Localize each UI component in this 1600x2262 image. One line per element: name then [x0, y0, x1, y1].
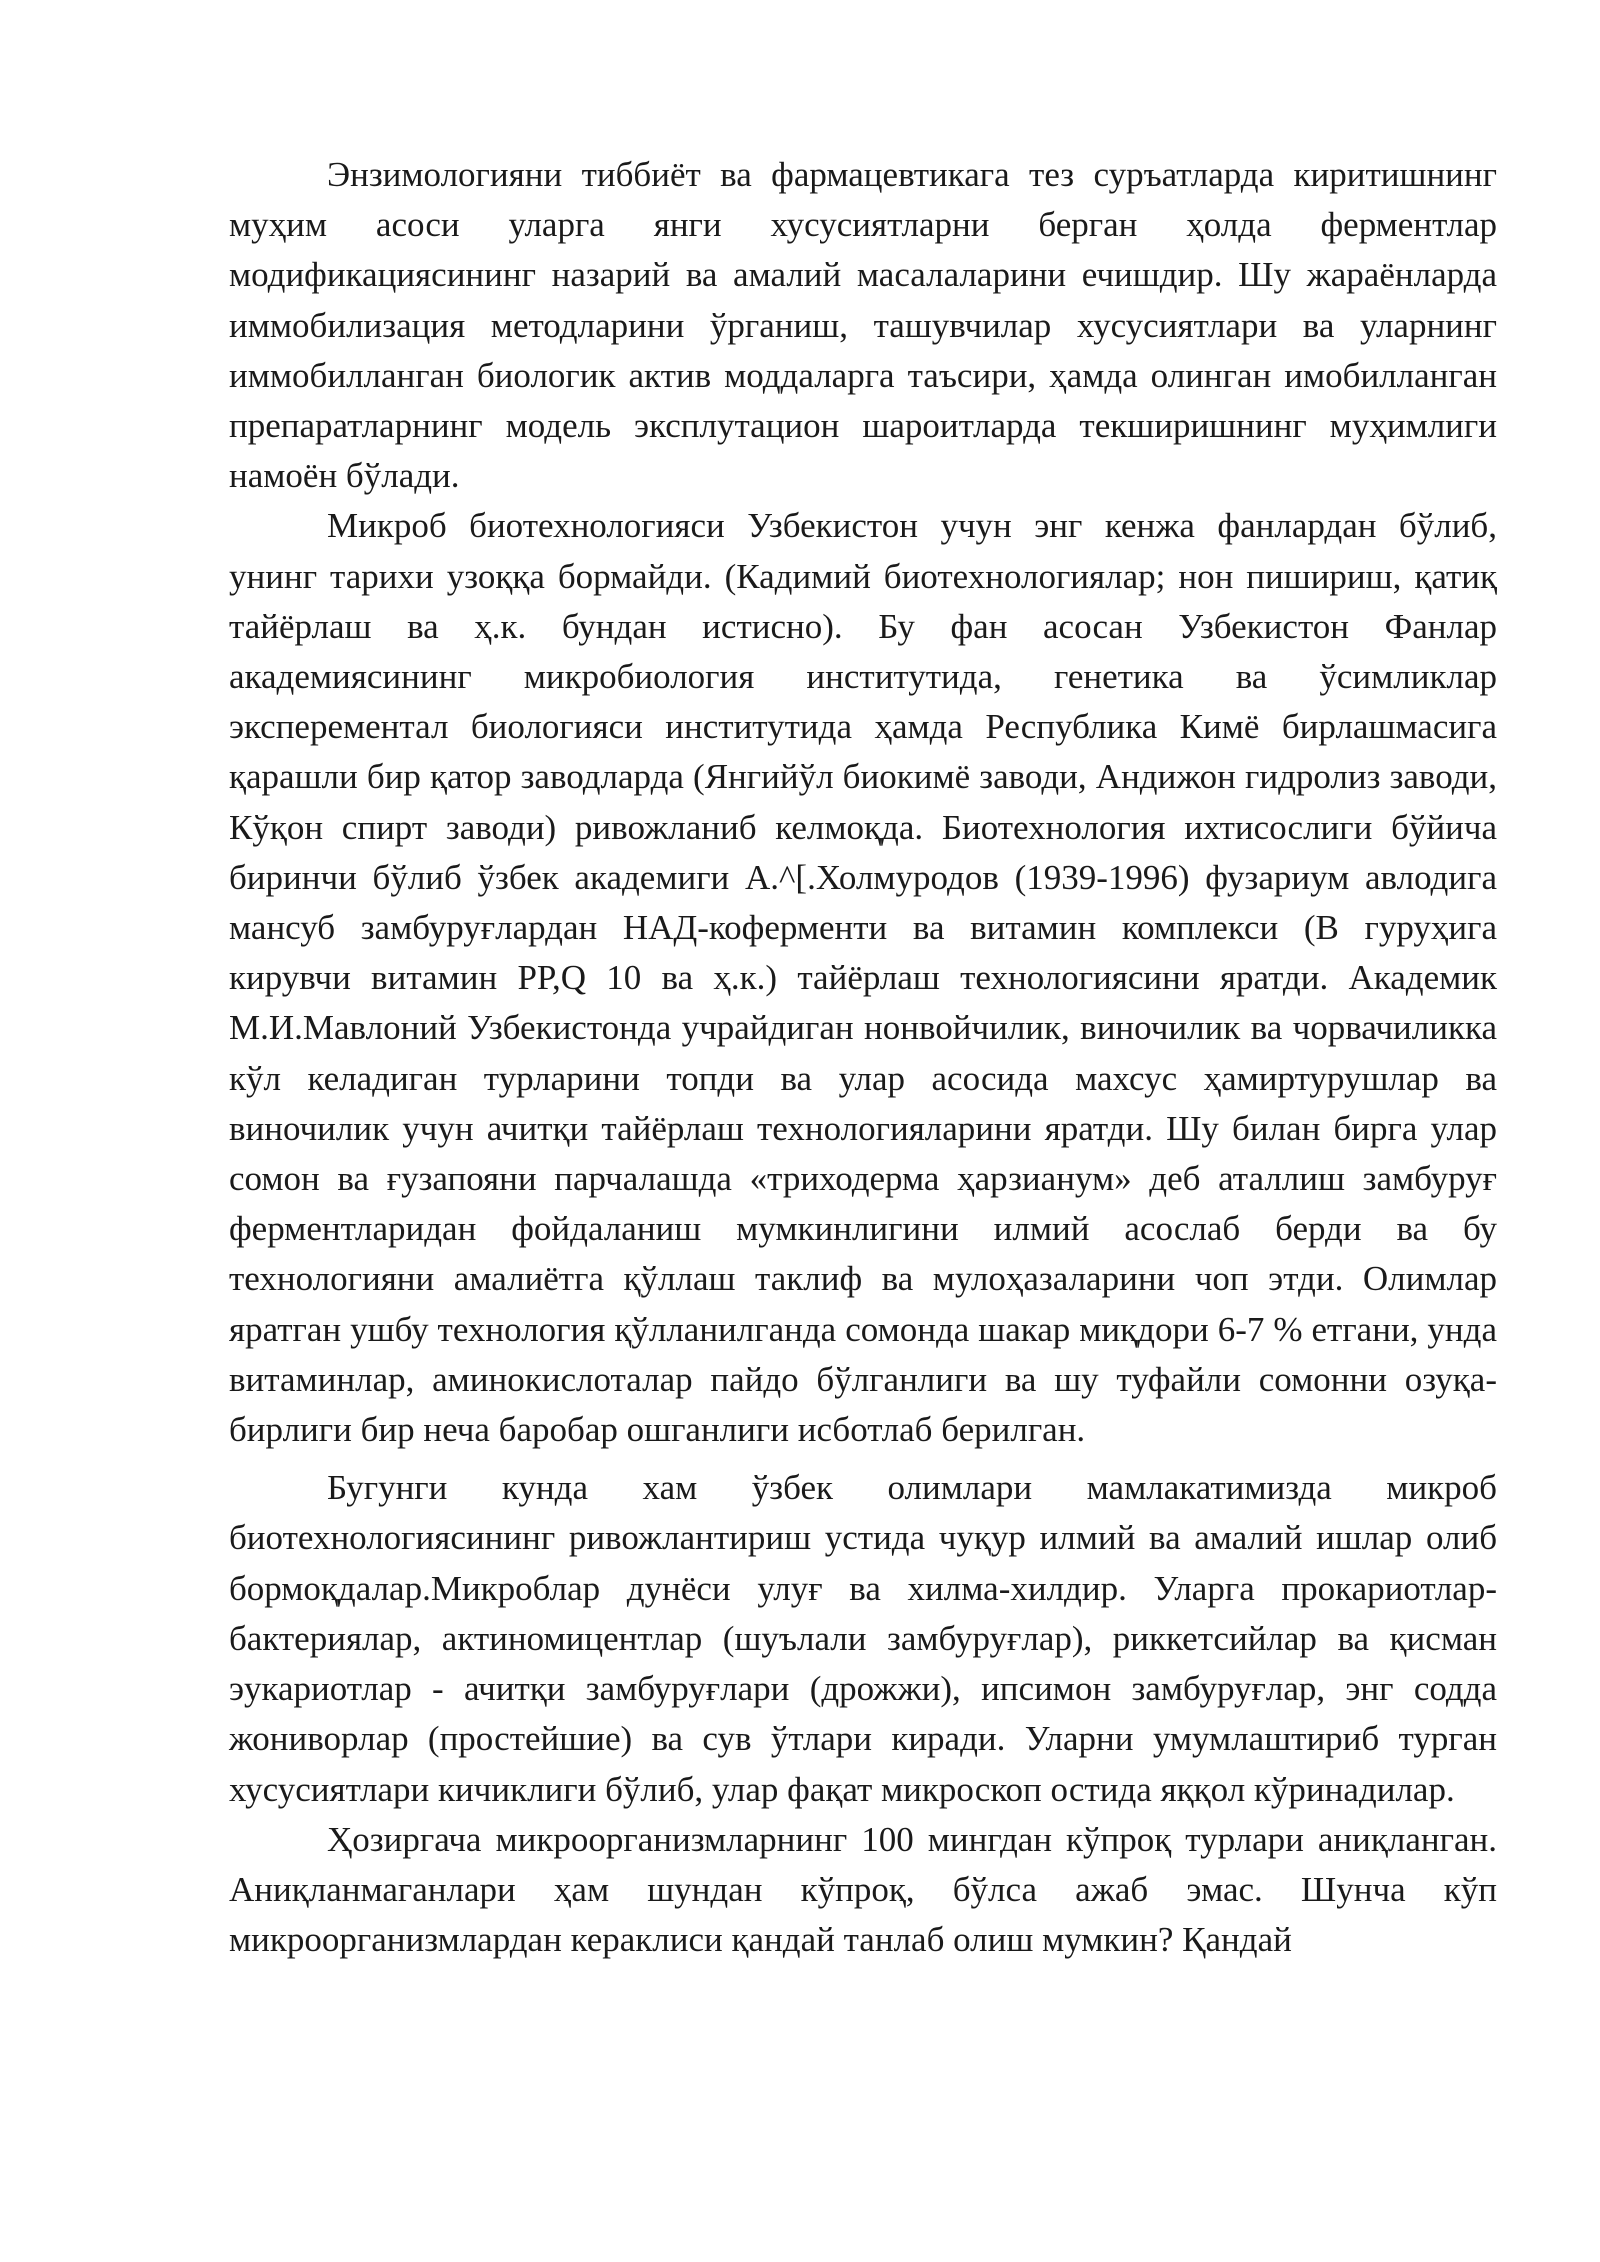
paragraph-enzymology: Энзимологияни тиббиёт ва фармацевтикага тез суръатларда киритишнинг муҳим асоси уларга янги хусусиятларни берган ҳолда ферментлар модификациясининг назарий ва амалий масалаларини ечишдир. Шу жараёнларда иммобилизация методларини ўрганиш, ташувчилар хусусиятлари ва уларнинг иммобилланган биологик актив моддаларга таъсири, ҳамда олинган имобилланган препаратларнинг модель эксплутацион шароитларда текширишнинг муҳимлиги намоён бўлади.	[229, 155, 1497, 496]
paragraph-microorganism-species: Ҳозиргача микроорганизмларнинг 100 мингдан кўпроқ турлари аниқланган. Аниқланмаганлари ҳам шундан кўпроқ, бўлса ажаб эмас. Шунча кўп микроорганизмлардан кераклиси қандай танлаб олиш мумкин? Қандай	[229, 1819, 1497, 1960]
paragraph-uzbek-scientists: Бугунги кунда хам ўзбек олимлари мамлакатимизда микроб биотехнологиясининг ривожлантириш устида чуқур илмий ва амалий ишлар олиб бормоқдалар.Микроблар дунёси улуғ ва хилма-хилдир. Уларга прокариотлар-бактериялар, актиномицентлар (шуълали замбуруғлар), риккетсийлар ва қисман эукариотлар - ачитқи замбуруғлари (дрожжи), ипсимон замбуруғлар, энг содда жониворлар (простейшие) ва сув ўтлари киради. Уларни умумлаштириб турган хусусиятлари кичиклиги бўлиб, улар фақат микроскоп остида яққол кўринадилар.	[229, 1468, 1497, 1809]
document-body	[229, 150, 1497, 1965]
paragraph-microbial-biotechnology: Микроб биотехнологияси Узбекистон учун энг кенжа фанлардан бўлиб, унинг тарихи узоққа бормайди. (Кадимий биотехнологиялар; нон пишириш, қатиқ тайёрлаш ва ҳ.к. бундан истисно). Бу фан асосан Узбекистон Фанлар академиясининг микробиология институтида, генетика ва ўсимликлар эксперементал биологияси институтида ҳамда Республика Кимё бирлашмасига қарашли бир қатор заводларда (Янгийўл биокимё заводи, Андижон гидролиз заводи, Кўқон спирт заводи) ривожланиб келмоқда. Биотехнология ихтисослиги бўйича биринчи бўлиб ўзбек академиги А.^[.Холмуродов (1939-1996) фузариум авлодига мансуб замбуруғлардан НАД-коферменти ва витамин комплекси (В гуруҳига кирувчи витамин РР,Q 10 ва ҳ.к.) тайёрлаш технологиясини яратди. Академик М.И.Мавлоний Узбекистонда учрайдиган нонвойчилик, виночилик ва чорвачиликка кўл келадиган турларини топди ва улар асосида махсус ҳамиртурушлар ва виночилик учун ачитқи тайёрлаш технологияларини яратди. Шу билан бирга улар сомон ва ғузапояни парчалашда «триходерма ҳарзианум» деб аталлиш замбуруғ ферментларидан фойдаланиш мумкинлигини илмий асослаб берди ва бу технологияни амалиётга қўллаш таклиф ва мулоҳазаларини чоп этди. Олимлар яратган ушбу технология қўлланилганда сомонда шакар миқдори 6-7 % етгани, унда витаминлар, аминокислоталар пайдо бўлганлиги ва шу туфайли сомонни озуқа-бирлиги бир неча баробар ошганлиги исботлаб берилган.	[229, 506, 1497, 1450]
